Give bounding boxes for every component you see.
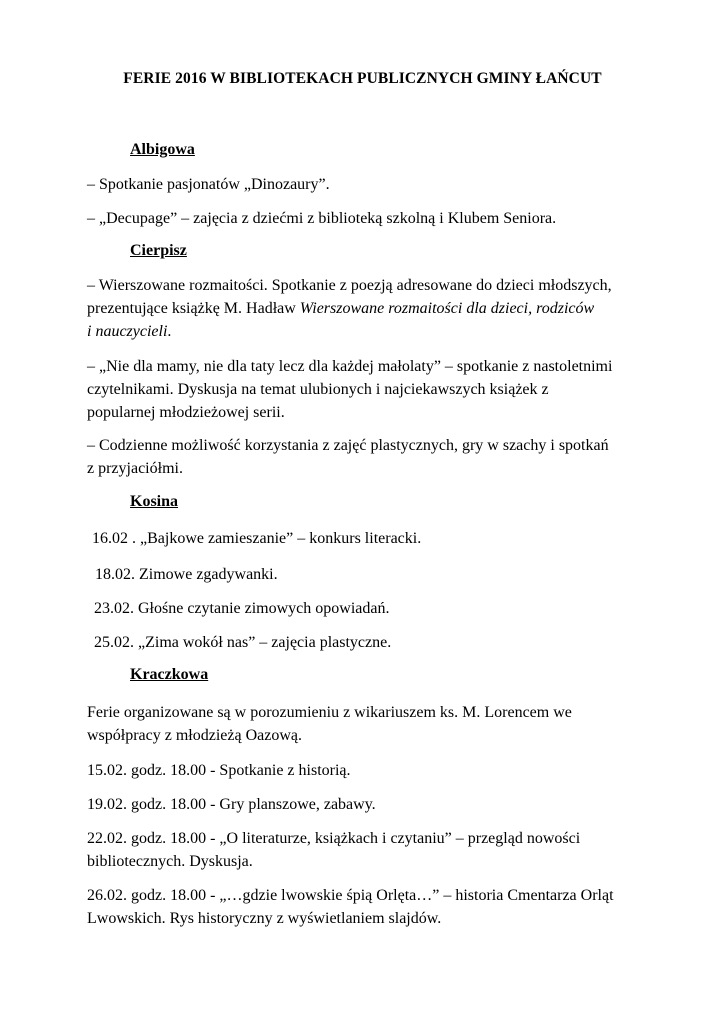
kraczkowa-intro-line-2: współpracy z młodzieżą Oazową. [87,727,303,744]
cierpisz-item-1-end: . [167,323,172,340]
cierpisz-item-2-line-2: czytelnikami. Dyskusja na temat ulubionych i najciekawszych książek z [87,381,549,398]
kraczkowa-item-3-line-2: bibliotecznych. Dyskusja. [87,853,253,870]
kosina-item-2: 18.02. Zimowe zgadywanki. [95,566,278,583]
cierpisz-item-1-text: prezentujące książkę M. Hadław [87,300,300,317]
kraczkowa-item-2: 19.02. godz. 18.00 - Gry planszowe, zabawy. [87,796,376,813]
cierpisz-item-2-line-3: popularnej młodzieżowej serii. [87,404,285,421]
cierpisz-item-1-line-3 [87,320,657,343]
section-heading-kraczkowa: Kraczkowa [130,666,209,683]
kraczkowa-intro [87,701,657,747]
section-heading-albigowa: Albigowa [130,141,195,158]
kosina-item-4: 25.02. „Zima wokół nas” – zajęcia plastyczne. [94,634,392,651]
cierpisz-item-1-line-2 [87,297,657,320]
kosina-item-3: 23.02. Głośne czytanie zimowych opowiadań. [94,600,390,617]
kraczkowa-item-3-line-1: 22.02. godz. 18.00 - „O literaturze, książkach i czytaniu” – przegląd nowości [87,830,581,847]
kosina-item-1: 16.02 . „Bajkowe zamieszanie” – konkurs literacki. [92,530,422,547]
kraczkowa-item-3 [87,827,657,873]
cierpisz-item-3 [87,434,657,480]
book-title-part-1: Wierszowane rozmaitości dla dzieci, rodziców [299,300,595,317]
document-title: FERIE 2016 W BIBLIOTEKACH PUBLICZNYCH GMINY ŁAŃCUT [123,70,602,87]
kraczkowa-item-4-line-1: 26.02. godz. 18.00 - „…gdzie lwowskie śpią Orlęta…” – historia Cmentarza Orląt [87,887,614,904]
kraczkowa-item-1: 15.02. godz. 18.00 - Spotkanie z historią. [87,762,351,779]
section-heading-cierpisz: Cierpisz [130,242,187,259]
cierpisz-item-3-line-1: – Codzienne możliwość korzystania z zajęć plastycznych, gry w szachy i spotkań [87,437,609,454]
albigowa-item-2: – „Decupage” – zajęcia z dziećmi z biblioteką szkolną i Klubem Seniora. [87,210,557,227]
kraczkowa-item-4 [87,884,657,930]
cierpisz-item-2 [87,355,657,424]
cierpisz-item-1 [87,274,657,343]
cierpisz-item-2-line-1: – „Nie dla mamy, nie dla taty lecz dla każdej małolaty” – spotkanie z nastoletnimi [87,358,613,375]
book-title-part-2: i nauczycieli [87,323,168,340]
kraczkowa-item-4-line-2: Lwowskich. Rys historyczny z wyświetlaniem slajdów. [87,910,442,927]
cierpisz-item-1-line-1: – Wierszowane rozmaitości. Spotkanie z poezją adresowane do dzieci młodszych, [87,277,612,294]
kraczkowa-intro-line-1: Ferie organizowane są w porozumieniu z wikariuszem ks. M. Lorencem we [87,704,572,721]
cierpisz-item-3-line-2: z przyjaciółmi. [87,460,183,477]
section-heading-kosina: Kosina [130,493,179,510]
albigowa-item-1: – Spotkanie pasjonatów „Dinozaury”. [87,176,330,193]
